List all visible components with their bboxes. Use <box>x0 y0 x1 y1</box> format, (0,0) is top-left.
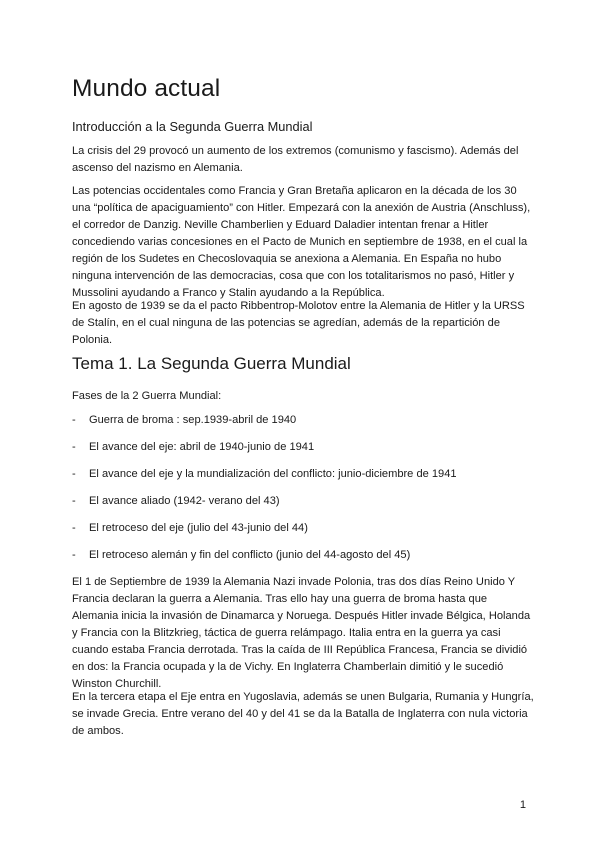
document-title: Mundo actual <box>72 75 221 102</box>
phase-text: Guerra de broma : sep.1939-abril de 1940 <box>89 414 297 426</box>
bullet-dash: - <box>72 549 76 561</box>
bullet-dash: - <box>72 441 76 453</box>
phase-text: El avance del eje y la mundialización del conflicto: junio-diciembre de 1941 <box>89 468 457 480</box>
intro-heading: Introducción a la Segunda Guerra Mundial <box>72 119 313 134</box>
list-item <box>72 520 534 547</box>
body-paragraph: En la tercera etapa el Eje entra en Yugoslavia, además se unen Bulgaria, Rumania y Hungría, se invade Grecia. Entre verano del 40 y del 41 se da la Batalla de Inglaterra con nula victoria de ambos. <box>72 691 534 737</box>
phase-text: El avance aliado (1942- verano del 43) <box>89 495 280 507</box>
list-item <box>72 493 534 520</box>
phases-label: Fases de la 2 Guerra Mundial: <box>72 390 222 402</box>
bullet-dash: - <box>72 468 76 480</box>
bullet-dash: - <box>72 522 76 534</box>
intro-paragraph: Las potencias occidentales como Francia y Gran Bretaña aplicaron en la década de los 30 una “política de apaciguamiento” con Hitler. Empezará con la anexión de Austria (Anschluss), el corredor de Danzig. Neville Chamberlien y Eduard Daladier intentan frenar a Hitler concediendo varias concesiones en el Pacto de Munich en septiembre de 1938, en el cual la región de los Sudetes en Checoslovaquia se anexiona a Alemania. En España no hubo ninguna intervención de las democracias, cosa que con los totalitarismos no pasó, Hitler y Mussolini ayudando a Franco y Stalin ayudando a la República. <box>72 185 531 299</box>
list-item <box>72 466 534 493</box>
bullet-dash: - <box>72 414 76 426</box>
list-item <box>72 439 534 466</box>
phase-text: El retroceso alemán y fin del conflicto (junio del 44-agosto del 45) <box>89 549 411 561</box>
section-heading: Tema 1. La Segunda Guerra Mundial <box>72 354 351 373</box>
intro-paragraph: En agosto de 1939 se da el pacto Ribbentrop-Molotov entre la Alemania de Hitler y la URSS de Stalín, en el cual ninguna de las potencias se agredían, además de la repartición de Polonia. <box>72 300 525 346</box>
body-paragraph: El 1 de Septiembre de 1939 la Alemania Nazi invade Polonia, tras dos días Reino Unido Y Francia declaran la guerra a Alemania. Tras ello hay una guerra de broma hasta que Alemania inicia la invasión de Dinamarca y Noruega. Después Hitler invade Bélgica, Holanda y Francia con la Blitzkrieg, táctica de guerra relámpago. Italia entra en la guerra ya casi cuando estaba Francia derrotada. Tras la caída de III República Francesa, Francia se dividió en dos: la Francia ocupada y la de Vichy. En Inglaterra Chamberlain dimitió y le sucedió Winston Churchill. <box>72 576 531 690</box>
list-item <box>72 547 534 574</box>
list-item <box>72 412 534 439</box>
phase-text: El avance del eje: abril de 1940-junio de 1941 <box>89 441 315 453</box>
page-number: 1 <box>519 799 526 811</box>
phase-text: El retroceso del eje (julio del 43-junio del 44) <box>89 522 308 534</box>
bullet-dash: - <box>72 495 76 507</box>
phases-list <box>72 412 534 574</box>
intro-paragraph: La crisis del 29 provocó un aumento de los extremos (comunismo y fascismo). Además del ascenso del nazismo en Alemania. <box>72 145 519 174</box>
